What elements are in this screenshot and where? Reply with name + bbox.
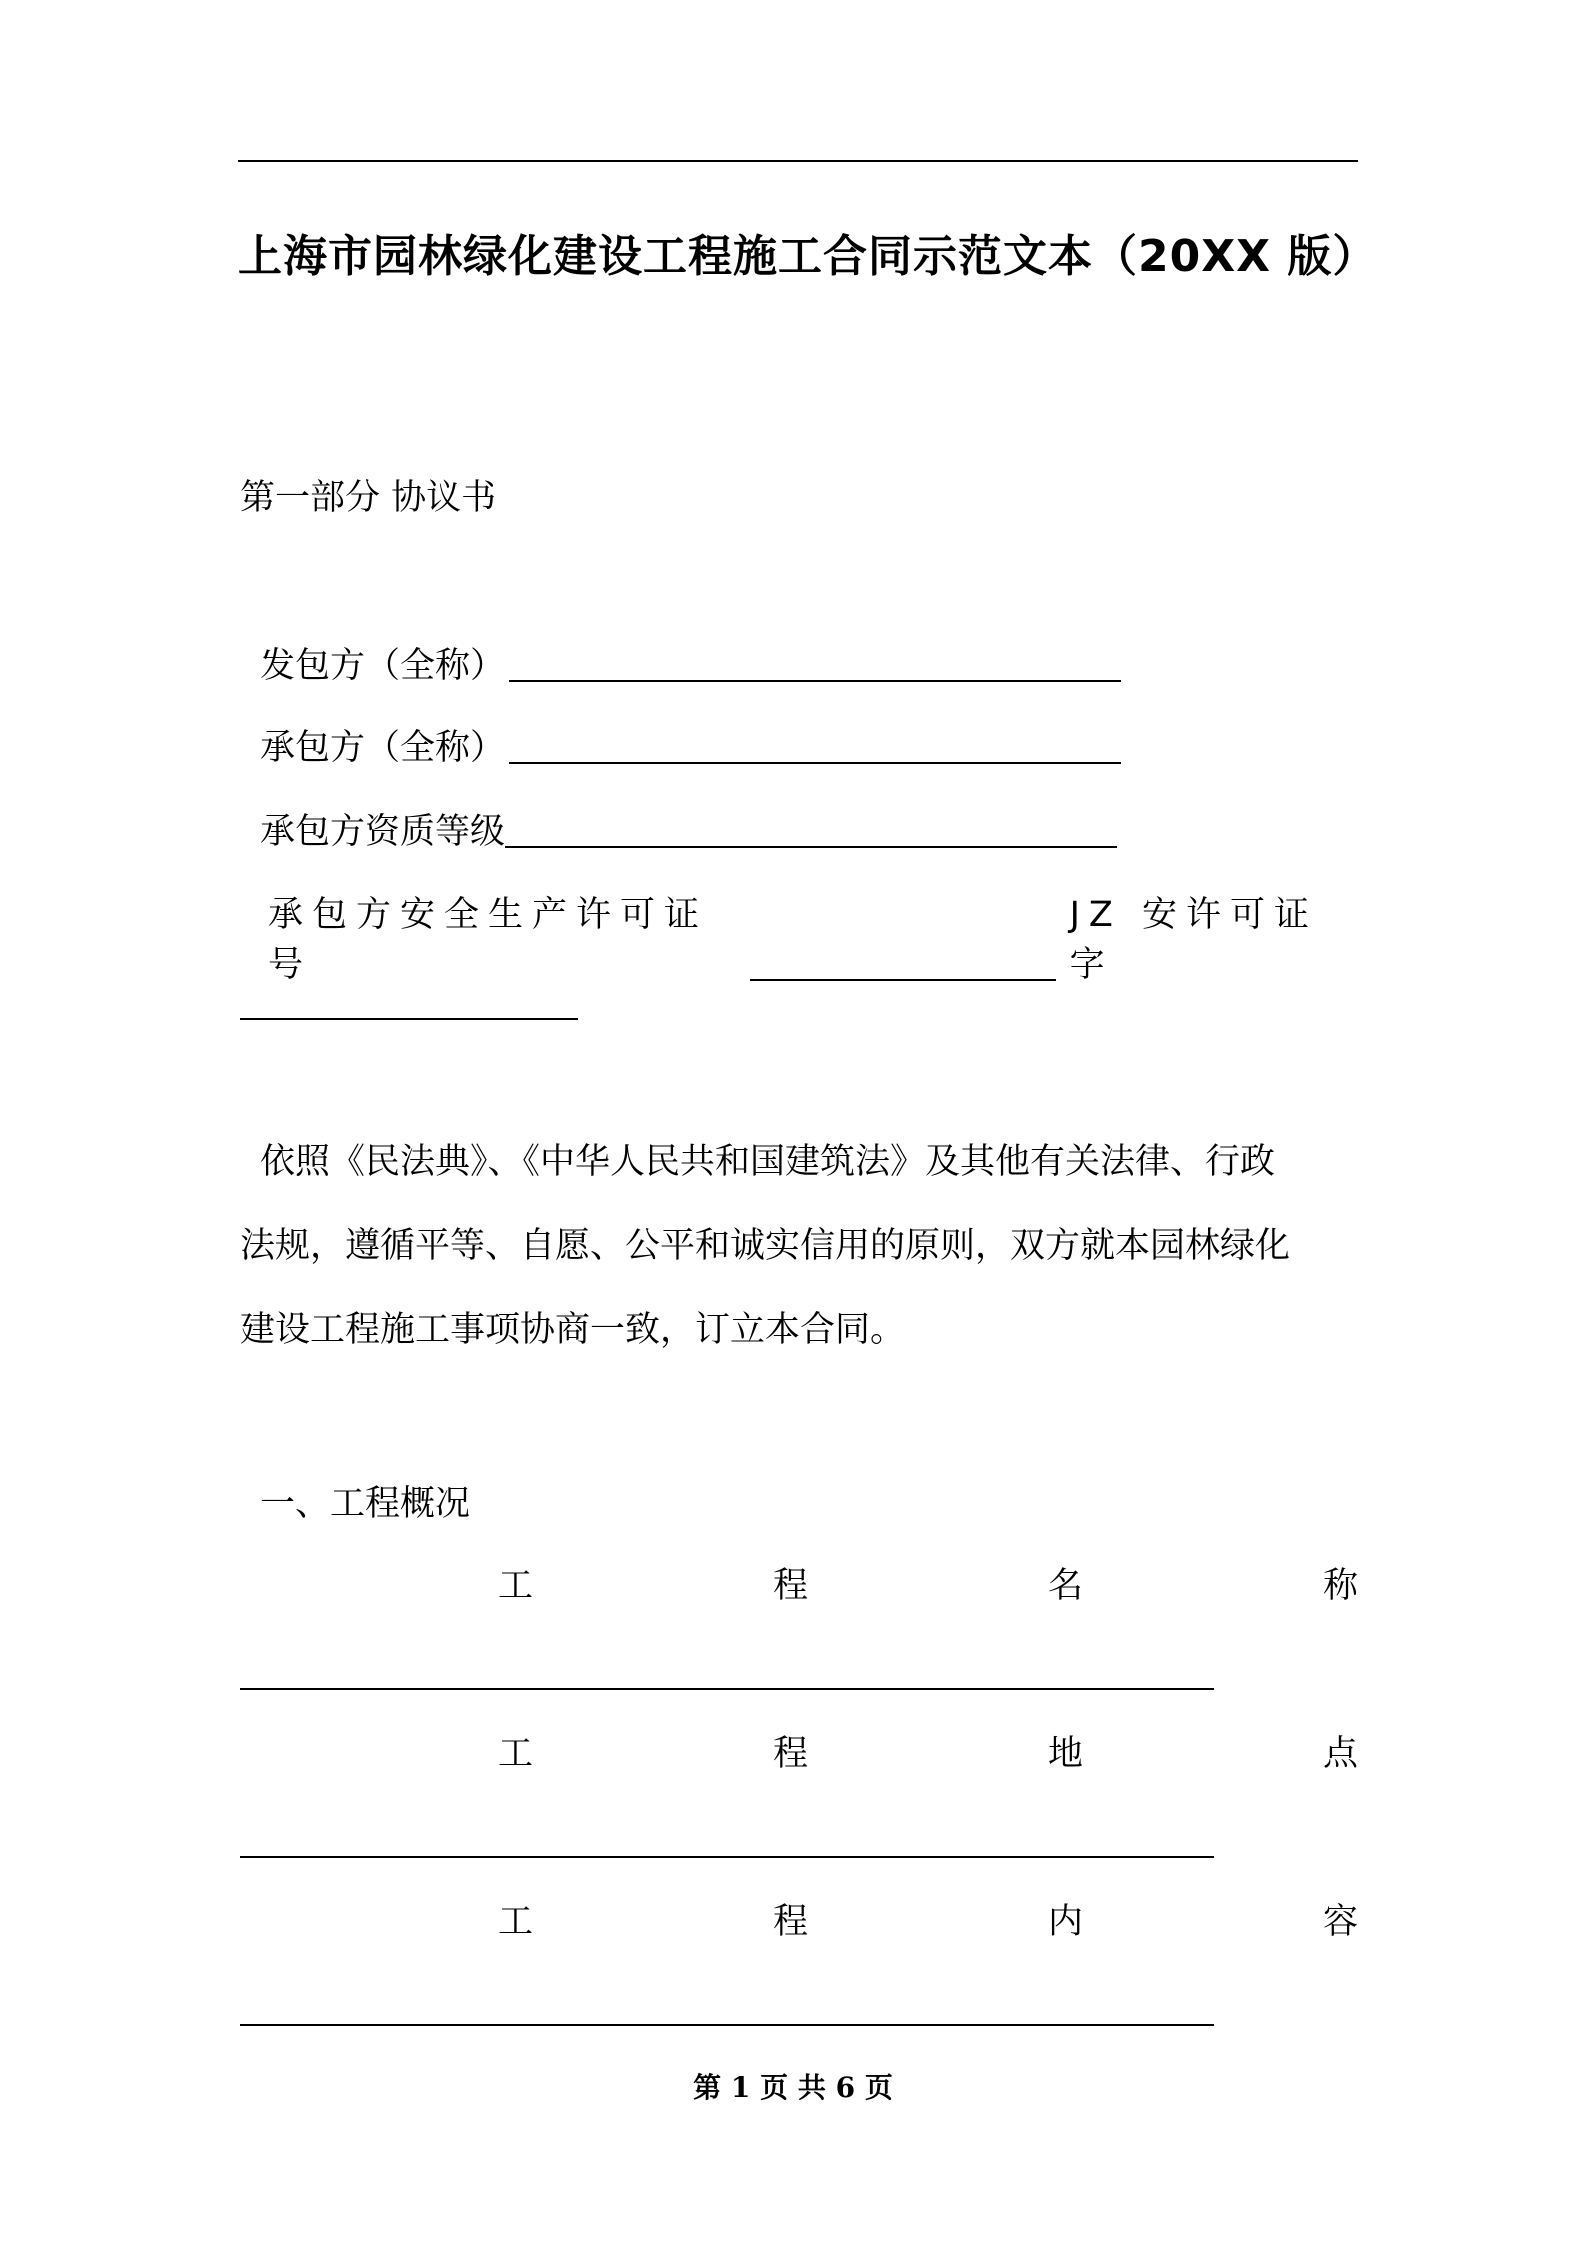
project-name-char: 工 xyxy=(498,1566,534,1606)
project-name-row xyxy=(240,1558,1358,1608)
employer-field xyxy=(260,640,1121,688)
qualification-field xyxy=(260,806,1117,854)
header-rule xyxy=(238,160,1358,162)
project-content-blank xyxy=(240,2024,1214,2026)
employer-label: 发包方（全称） xyxy=(260,646,506,686)
project-location-blank xyxy=(240,1856,1214,1858)
preamble-line: 建设工程施工事项协商一致，订立本合同。 xyxy=(240,1310,906,1350)
page-number: 第 1 页 共 6 页 xyxy=(693,2071,893,2104)
safety-license-suffix-blank xyxy=(240,1018,578,1020)
contractor-field xyxy=(260,722,1121,770)
safety-license-suffix: JZ 安许可证字 xyxy=(1069,895,1319,985)
employer-blank xyxy=(509,678,1121,682)
project-content-char: 程 xyxy=(772,1902,808,1942)
project-location-char: 程 xyxy=(772,1734,808,1774)
contractor-label: 承包方（全称） xyxy=(260,728,506,768)
project-name-blank xyxy=(240,1688,1214,1690)
project-content-row xyxy=(240,1894,1358,1944)
project-location-char: 工 xyxy=(498,1734,534,1774)
project-content-char: 工 xyxy=(498,1902,534,1942)
project-content-char: 容 xyxy=(1322,1902,1358,1942)
section-title: 第一部分 协议书 xyxy=(240,478,497,518)
preamble-line: 法规，遵循平等、自愿、公平和诚实信用的原则，双方就本园林绿化 xyxy=(240,1226,1291,1266)
qualification-blank xyxy=(505,844,1117,848)
preamble-paragraph xyxy=(240,1120,1358,1372)
safety-license-label: 承包方安全生产许可证号 xyxy=(268,895,709,985)
project-content-char: 内 xyxy=(1047,1902,1083,1942)
project-name-char: 名 xyxy=(1047,1566,1083,1606)
contractor-blank xyxy=(509,760,1121,764)
document-title: 上海市园林绿化建设工程施工合同示范文本（20XX 版） xyxy=(238,231,1378,282)
preamble-line: 依照《民法典》、《中华人民共和国建筑法》及其他有关法律、行政 xyxy=(260,1142,1276,1182)
project-location-row xyxy=(240,1726,1358,1776)
project-location-char: 地 xyxy=(1047,1734,1083,1774)
project-name-char: 称 xyxy=(1322,1566,1358,1606)
section-one-heading: 一、工程概况 xyxy=(260,1484,471,1524)
project-location-char: 点 xyxy=(1322,1734,1358,1774)
project-name-char: 程 xyxy=(772,1566,808,1606)
safety-license-blank xyxy=(750,977,1056,981)
safety-license-field xyxy=(268,887,1356,987)
qualification-label: 承包方资质等级 xyxy=(260,812,506,852)
